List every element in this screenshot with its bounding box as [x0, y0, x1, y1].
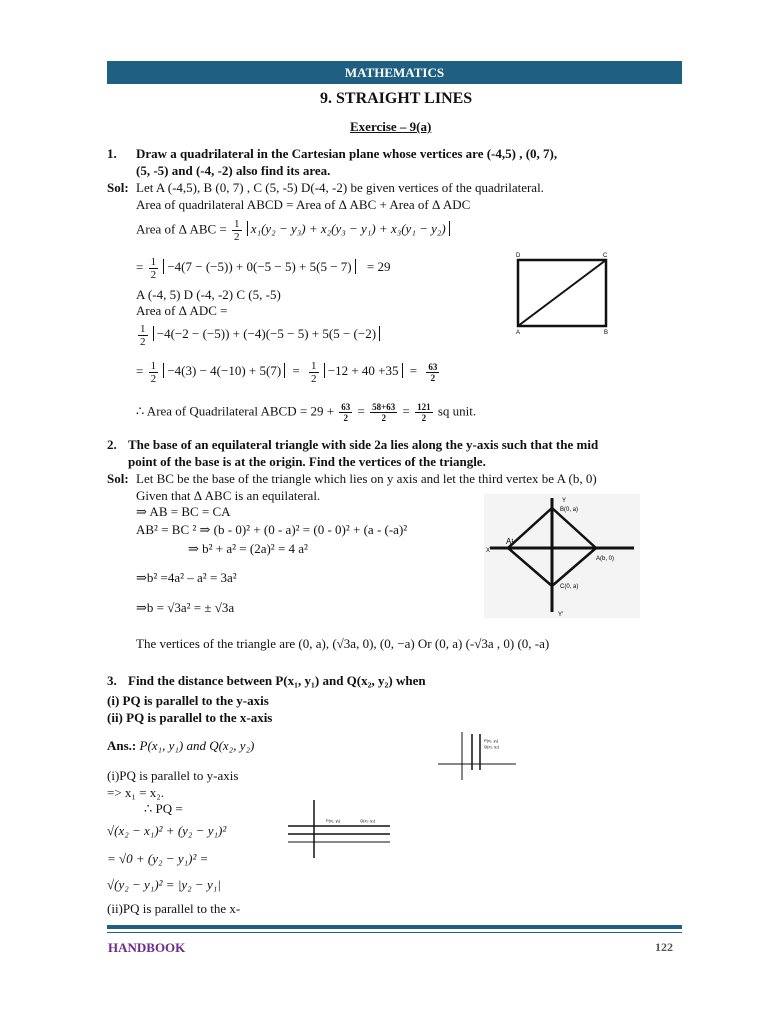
q1-total-unit: sq unit. [437, 403, 477, 419]
q1-calc1-row: = $\frac{1}{2}$ −4(7 − (−5)) + 0(−5 − 5) + 5(5 − 7) = 29 [136, 256, 391, 281]
point-a-label: A(b, 0) [596, 556, 615, 562]
q1-area-adc-label: Area of Δ ADC = [136, 303, 228, 318]
y-prime-label: Y' [558, 612, 564, 618]
q3-number: 3. [107, 673, 117, 688]
area-formula: x₁(y₂ − y₃) + x₂(y₃ − y₁) + x₃(y₁ − y₂) [247, 221, 450, 236]
q3-p2: => x₁ = x₂. [107, 785, 165, 800]
footer-rule-thin [107, 932, 682, 933]
q3-part-i: (i) PQ is parallel to the y-axis [107, 693, 269, 708]
q1-adc-points: A (-4, 5) D (-4, -2) C (5, -5) [136, 287, 281, 302]
q3-ans-row [107, 738, 254, 754]
q1-text-line1: Draw a quadrilateral in the Cartesian plane whose vertices are (-4,5) , (0, 7), [136, 146, 558, 161]
q1-calc3a: −4(3) − 4(−10) + 5(7) [163, 363, 285, 378]
q3-p1: (i)PQ is parallel to y-axis [107, 768, 239, 783]
q1-calc1: −4(7 − (−5)) + 0(−5 − 5) + 5(5 − 7) [163, 259, 355, 274]
q3-p7: (ii)PQ is parallel to the x- [107, 901, 241, 916]
q1-sol-label: Sol: [107, 180, 129, 195]
triangle-figure [484, 494, 640, 618]
y-axis-label: Y [562, 498, 567, 504]
q2-text-line1: The base of an equilateral triangle with side 2a lies along the y-axis such that the mid [128, 437, 599, 452]
exercise-title: Exercise – 9(a) [350, 119, 432, 134]
q3-part-ii: (ii) PQ is parallel to the x-axis [107, 710, 273, 725]
q2-text-line2: point of the base is at the origin. Find the vertices of the triangle. [128, 454, 486, 469]
q2-given: Given that Δ ABC is an equilateral. [136, 488, 321, 503]
q1-calc1-result: = 29 [366, 259, 391, 275]
q2-line3: ⇒ b² + a² = (2a)² = 4 a² [188, 541, 308, 556]
q1-calc2-row: $\frac{1}{2}$ −4(−2 − (−5)) + (−4)(−5 − 5) + 5(5 − (−2) [136, 323, 380, 348]
q1-calc2: −4(−2 − (−5)) + (−4)(−5 − 5) + 5(5 − (−2) [153, 326, 380, 341]
q2-vertices: The vertices of the triangle are (0, a), (√3a, 0), (0, −a) Or (0, a) (-√3a , 0) (0, -a) [136, 636, 550, 651]
q2-sol-text: Let BC be the base of the triangle which lies on y axis and let the third vertex be A (b, 0) [136, 471, 597, 486]
footer-handbook: HANDBOOK [108, 940, 186, 955]
q1-area-abc-row [136, 218, 450, 243]
q1-total-row: ∴ Area of Quadrilateral ABCD = 29 + $\frac{63}{2}$ = $\frac{58+63}{2}$ = $\frac{121}{2}$ sq unit. [136, 402, 477, 423]
parallel-x-figure [284, 798, 394, 860]
parallel-y-figure [436, 728, 520, 782]
subject-banner: MATHEMATICS [107, 61, 682, 84]
q3-ans-label: Ans.: [107, 738, 137, 753]
vertex-c-label: C [603, 253, 608, 259]
q1-number: 1. [107, 146, 117, 161]
q2-line4: ⇒b² =4a² – a² = 3a² [136, 570, 237, 585]
q1-sol-text: Let A (-4,5), B (0, 7) , C (5, -5) D(-4, -2) be given vertices of the quadrilateral. [136, 180, 544, 195]
q3-text: Find the distance between P(x₁, y₁) and Q(x₂, y₂) when [128, 673, 426, 688]
page-number: 122 [655, 940, 673, 954]
half-fraction: $\frac{1}{2}$ [234, 218, 240, 243]
q2-number: 2. [107, 437, 117, 452]
point-b-label: B(0, a) [560, 507, 579, 513]
x-axis-label: X [486, 548, 491, 554]
quadrilateral-figure [512, 250, 618, 336]
vertex-a-label: A [516, 330, 521, 336]
q3-p4: √(x₂ − x₁)² + (y₂ − y₁)² [107, 823, 227, 838]
q3-p3: ∴ PQ = [144, 801, 183, 816]
quadrilateral-diagonal [518, 260, 606, 326]
q1-calc3b: −12 + 40 +35 [324, 363, 403, 378]
q2-line1: ⇒ AB = BC = CA [136, 504, 231, 519]
footer-rule [107, 925, 682, 929]
q2-sol-label: Sol: [107, 471, 129, 486]
q1-total-prefix: ∴ Area of Quadrilateral ABCD = 29 + [136, 403, 335, 419]
fig2-p-label: P(x₁, y₁) [326, 818, 341, 823]
chapter-title: 9. STRAIGHT LINES [320, 90, 473, 107]
point-c-label: C(0, a) [560, 584, 579, 590]
q3-ans: P(x₁, y₁) and Q(x₂, y₂) [139, 738, 255, 753]
q1-calc3-row: = $\frac{1}{2}$ −4(3) − 4(−10) + 5(7) = $\frac{1}{2}$ −12 + 40 +35 = $\frac{63}{2}$ [136, 360, 438, 385]
q2-line2: AB² = BC ² ⇒ (b - 0)² + (0 - a)² = (0 - 0)² + (a - (-a)² [136, 522, 408, 537]
vertex-d-label: D [516, 253, 521, 259]
fig1-p-label: P(x₁, y₁) [484, 738, 499, 743]
q2-line5: ⇒b = √3a² = ± √3a [136, 600, 235, 615]
q1-area-abc-label: Area of Δ ABC = [136, 221, 227, 237]
q1-text-line2: (5, -5) and (-4, -2) also find its area. [136, 163, 331, 178]
q1-area-line: Area of quadrilateral ABCD = Area of Δ ABC + Area of Δ ADC [136, 197, 471, 212]
frac-63-2: $\frac{63}{2}$ [428, 362, 438, 383]
fig2-q-label: Q(x₂, y₂) [360, 818, 376, 823]
vertex-b-label: B [604, 330, 609, 336]
q3-p6: √(y₂ − y₁)² = |y₂ − y₁| [107, 877, 221, 892]
fig1-q-label: Q(x₂, y₂) [484, 744, 500, 749]
q3-p5: = √0 + (y₂ − y₁)² = [107, 851, 209, 866]
point-a1-label: A¹ [506, 537, 514, 546]
